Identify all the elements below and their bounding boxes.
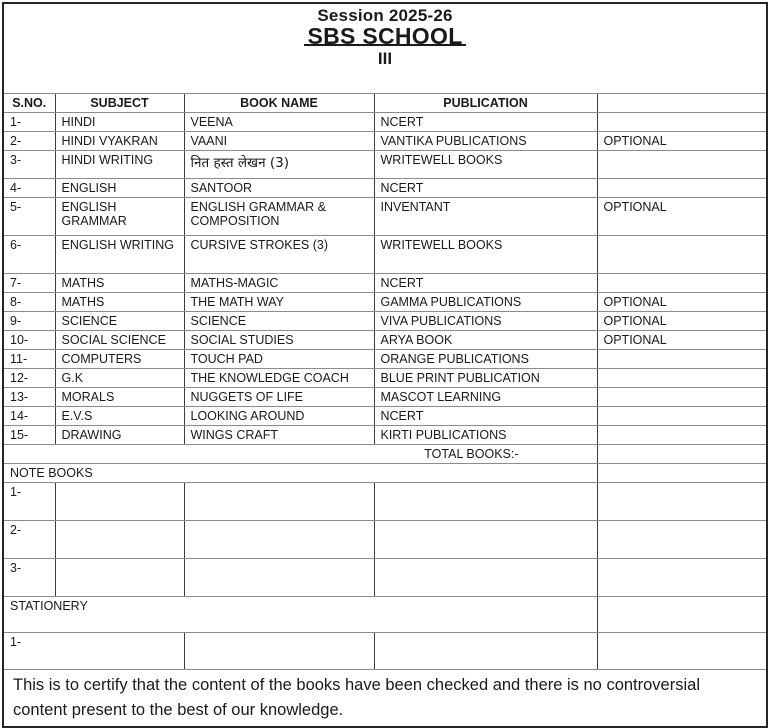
session-title: Session 2025-26 bbox=[317, 6, 453, 25]
total-books-row bbox=[3, 444, 767, 463]
cell-book: VEENA bbox=[184, 112, 374, 131]
cell-publication bbox=[374, 520, 597, 558]
column-header-publication: PUBLICATION bbox=[374, 93, 597, 112]
note-book-row bbox=[3, 482, 767, 520]
cell-note: OPTIONAL bbox=[597, 131, 767, 150]
cell-publication: MASCOT LEARNING bbox=[374, 387, 597, 406]
cell-book: SCIENCE bbox=[184, 311, 374, 330]
cell-note bbox=[597, 632, 767, 669]
cell-sno: 15- bbox=[3, 425, 55, 444]
column-header-book: BOOK NAME bbox=[184, 93, 374, 112]
column-header-row bbox=[3, 93, 767, 112]
cell-sno: 6- bbox=[3, 235, 55, 273]
cell-subject: G.K bbox=[55, 368, 184, 387]
cell-publication: VANTIKA PUBLICATIONS bbox=[374, 131, 597, 150]
book-row bbox=[3, 178, 767, 197]
cell-sno: 7- bbox=[3, 273, 55, 292]
cell-book: ENGLISH GRAMMAR & COMPOSITION bbox=[184, 197, 374, 235]
cell-sno: 5- bbox=[3, 197, 55, 235]
cell-sno: 2- bbox=[3, 520, 55, 558]
book-row bbox=[3, 197, 767, 235]
cell-subject: MORALS bbox=[55, 387, 184, 406]
cell-sno: 9- bbox=[3, 311, 55, 330]
stationery-title: STATIONERY bbox=[3, 596, 597, 632]
cell-sno: 1- bbox=[3, 482, 55, 520]
cell-book bbox=[184, 558, 374, 596]
cell-subject: ENGLISH bbox=[55, 178, 184, 197]
cell-subject: HINDI WRITING bbox=[55, 150, 184, 178]
book-row bbox=[3, 406, 767, 425]
cell-note: OPTIONAL bbox=[597, 311, 767, 330]
cell-subject: ENGLISH GRAMMAR bbox=[55, 197, 184, 235]
cell-book: WINGS CRAFT bbox=[184, 425, 374, 444]
book-row bbox=[3, 425, 767, 444]
cell-subject: MATHS bbox=[55, 273, 184, 292]
cell-publication: ARYA BOOK bbox=[374, 330, 597, 349]
cell-book: SOCIAL STUDIES bbox=[184, 330, 374, 349]
cell-note bbox=[597, 178, 767, 197]
book-row bbox=[3, 387, 767, 406]
cell-publication: ORANGE PUBLICATIONS bbox=[374, 349, 597, 368]
cell-subject: ENGLISH WRITING bbox=[55, 235, 184, 273]
total-books-label: TOTAL BOOKS:- bbox=[3, 444, 597, 463]
cell-publication bbox=[374, 632, 597, 669]
stationery-header-note-cell bbox=[597, 596, 767, 632]
cell-subject: HINDI bbox=[55, 112, 184, 131]
book-row bbox=[3, 330, 767, 349]
cell-publication: NCERT bbox=[374, 178, 597, 197]
note-books-header-row bbox=[3, 463, 767, 482]
cell-sno: 11- bbox=[3, 349, 55, 368]
note-books-title: NOTE BOOKS bbox=[3, 463, 597, 482]
booklist-table bbox=[2, 2, 768, 728]
cell-publication: VIVA PUBLICATIONS bbox=[374, 311, 597, 330]
book-row bbox=[3, 349, 767, 368]
cell-sno: 1- bbox=[3, 112, 55, 131]
book-row bbox=[3, 273, 767, 292]
cell-note bbox=[597, 235, 767, 273]
cell-note bbox=[597, 558, 767, 596]
cell-sno: 2- bbox=[3, 131, 55, 150]
cell-note bbox=[597, 273, 767, 292]
cell-book: MATHS-MAGIC bbox=[184, 273, 374, 292]
cell-sno: 14- bbox=[3, 406, 55, 425]
cell-subject: E.V.S bbox=[55, 406, 184, 425]
cell-note: OPTIONAL bbox=[597, 330, 767, 349]
cell-book bbox=[184, 520, 374, 558]
school-title: SBS SCHOOL bbox=[304, 29, 465, 47]
cell-book bbox=[184, 632, 374, 669]
cell-note bbox=[597, 387, 767, 406]
cell-note bbox=[597, 406, 767, 425]
total-books-value-cell bbox=[597, 444, 767, 463]
book-row bbox=[3, 112, 767, 131]
cell-subject: HINDI VYAKRAN bbox=[55, 131, 184, 150]
cell-publication: INVENTANT bbox=[374, 197, 597, 235]
cell-note bbox=[597, 349, 767, 368]
book-row bbox=[3, 311, 767, 330]
cell-sno: 3- bbox=[3, 150, 55, 178]
cell-book: SANTOOR bbox=[184, 178, 374, 197]
cell-publication bbox=[374, 558, 597, 596]
cell-sno: 10- bbox=[3, 330, 55, 349]
document-banner-cell bbox=[3, 3, 767, 93]
book-row bbox=[3, 131, 767, 150]
book-row bbox=[3, 292, 767, 311]
cell-sno: 12- bbox=[3, 368, 55, 387]
cell-publication bbox=[374, 482, 597, 520]
cell-book: नित हस्त लेखन (3) bbox=[184, 150, 374, 178]
cell-publication: NCERT bbox=[374, 112, 597, 131]
cell-sno: 13- bbox=[3, 387, 55, 406]
cell-book: THE MATH WAY bbox=[184, 292, 374, 311]
cell-sno: 3- bbox=[3, 558, 55, 596]
cell-publication: BLUE PRINT PUBLICATION bbox=[374, 368, 597, 387]
stationery-row bbox=[3, 632, 767, 669]
cell-subject: DRAWING bbox=[55, 425, 184, 444]
cell-subject bbox=[55, 558, 184, 596]
cell-book: NUGGETS OF LIFE bbox=[184, 387, 374, 406]
note-books-header-note-cell bbox=[597, 463, 767, 482]
cell-publication: WRITEWELL BOOKS bbox=[374, 150, 597, 178]
cell-sno: 8- bbox=[3, 292, 55, 311]
cell-book: VAANI bbox=[184, 131, 374, 150]
cell-subject bbox=[55, 520, 184, 558]
stationery-header-row bbox=[3, 596, 767, 632]
school-title-wrap bbox=[4, 22, 766, 49]
cell-note bbox=[597, 520, 767, 558]
cell-publication: NCERT bbox=[374, 406, 597, 425]
cell-subject: COMPUTERS bbox=[55, 349, 184, 368]
cell-note bbox=[597, 368, 767, 387]
certification-note: This is to certify that the content of the books have been checked and there is no controversial content present to the best of our knowledge. bbox=[3, 669, 767, 727]
cell-publication: KIRTI PUBLICATIONS bbox=[374, 425, 597, 444]
cell-publication: NCERT bbox=[374, 273, 597, 292]
cell-book: CURSIVE STROKES (3) bbox=[184, 235, 374, 273]
column-header-note bbox=[597, 93, 767, 112]
cell-subject: SOCIAL SCIENCE bbox=[55, 330, 184, 349]
column-header-subject: SUBJECT bbox=[55, 93, 184, 112]
cell-publication: WRITEWELL BOOKS bbox=[374, 235, 597, 273]
cell-subject: MATHS bbox=[55, 292, 184, 311]
cell-note bbox=[597, 425, 767, 444]
cell-book: THE KNOWLEDGE COACH bbox=[184, 368, 374, 387]
book-row bbox=[3, 150, 767, 178]
cell-book bbox=[184, 482, 374, 520]
cell-book: LOOKING AROUND bbox=[184, 406, 374, 425]
column-header-sno: S.NO. bbox=[3, 93, 55, 112]
cell-sno: 4- bbox=[3, 178, 55, 197]
cell-book: TOUCH PAD bbox=[184, 349, 374, 368]
book-row bbox=[3, 368, 767, 387]
book-row bbox=[3, 235, 767, 273]
cell-note bbox=[597, 112, 767, 131]
cell-subject bbox=[55, 482, 184, 520]
class-title: III bbox=[377, 49, 393, 68]
cell-note bbox=[597, 150, 767, 178]
certification-row bbox=[3, 669, 767, 727]
cell-note bbox=[597, 482, 767, 520]
cell-note: OPTIONAL bbox=[597, 292, 767, 311]
cell-sno: 1- bbox=[3, 632, 184, 669]
document-banner bbox=[3, 3, 767, 93]
cell-publication: GAMMA PUBLICATIONS bbox=[374, 292, 597, 311]
cell-note: OPTIONAL bbox=[597, 197, 767, 235]
note-book-row bbox=[3, 520, 767, 558]
cell-subject: SCIENCE bbox=[55, 311, 184, 330]
note-book-row bbox=[3, 558, 767, 596]
